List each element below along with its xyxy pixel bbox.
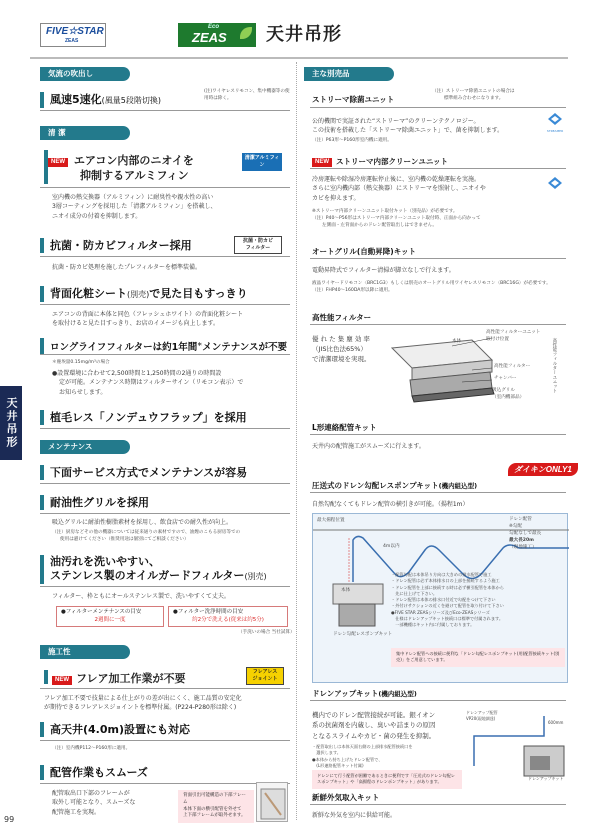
hp-filter-title: 高性能フィルター [312, 313, 372, 322]
header-divider [30, 57, 568, 59]
antibac-title: 抗菌・防カビフィルター採用 [40, 238, 192, 253]
hp-unit-label: 高性能フィルターユニット 取付け位置 [486, 330, 541, 342]
drainup-body: 機内でのドレン配管接続が可能。銀イオン 系の抗菌剤を内蔵し、臭いや詰まりの原因 となるスライムやカビ・菌の発生を抑制。 [312, 711, 436, 740]
antibac-badge: 抗菌・防カビ フィルター [234, 236, 282, 254]
section-options: 主な別売品 [304, 67, 394, 81]
internal-notes: ※ストリーマ内部クリーンユニット取付キット（別売品）が必要です。 （注）P40〜P56形はストリーマ内部クリーンユニット取付時、正面から向かって 左側面・左背面からのドレン配管取出しはできません。 [312, 209, 481, 228]
daikin-only1-badge: ダイキンONLY1 [508, 463, 578, 476]
pipe-frame-box: 背面引出可能構造の下部フレーム 本体下面の横引配管を外せて 上下部フレームが取外せます。 [178, 790, 254, 823]
oil-wash-box: ●フィルター洗浄時間の目安 約2分で洗える(従来は約5分) [168, 606, 288, 627]
page-number: 99 [4, 815, 15, 824]
antibac-body: 抗菌・防カビ処理を施したプレフィルターを標準装備。 [52, 264, 202, 271]
l-kit-title: L形連絡配管キット [312, 423, 377, 432]
clean-heading [48, 152, 194, 184]
pipe-frame-image [256, 782, 288, 822]
logo1-sub: ZEAS [65, 38, 79, 44]
logo2-text: ZEAS [192, 30, 227, 45]
longlife-body: ●設置環境に合わせて2,500時間と1,250時間の2通りの時間設 定が可能。メンテナンス時期はフィルターサイン（リモコン表示）で お知らせします。 [52, 370, 244, 396]
logo1-text: FIVE☆STAR [46, 26, 104, 37]
clean-title-1: エアコン内部のニオイを [73, 154, 194, 167]
page-title: 天井吊形 [266, 24, 342, 45]
drain-pipe-label: ドレン配管 ※勾配 勾配なしで最長 最大長20m （現地施工） [509, 517, 542, 550]
drainup-pink-note: ドレンにて行う配管が困難であるときに便利です「圧送式のドレン勾配レスポンプキット」や「高揚程のドレンポンプキット」があります。 [312, 770, 462, 789]
streamer-body: 公的機関で実証された“ストリーマ”のクリーンテクノロジー。 この技術を搭載した「ストリーマ除菌ユニット」で、菌を抑制します。 [312, 118, 504, 135]
clean-fin-badge: 清潔アルミフィン [242, 153, 282, 171]
airflow-note: (注)ワイヤレスリモコン、集中機器等の使用時は除く。 [204, 89, 290, 101]
logo2-eco: Eco [208, 24, 220, 30]
grill-title: 耐油性グリルを採用 [40, 495, 149, 510]
autogrill-title: オートグリル(自動昇降)キット [312, 247, 417, 256]
hp-filter-body: 優 れ た 集 塵 効 率 （JIS比色法65%） で清潔環境を実現。 [312, 335, 371, 364]
drain-title: 圧送式のドレン勾配レスポンプキット(機内組込型) [312, 481, 478, 490]
five-star-zeas-logo [40, 23, 106, 47]
longlife-note: ＊塵埃量0.15mg/m³の場合 [52, 360, 110, 365]
drainup-title: ドレンアップキット(機内組込型) [312, 689, 417, 698]
drainup-notes: ・配管取出しは本体天面右側の上部排水配管接続口を 選択します。 ●本体から持ち上げたドレン配管で、 (L形連絡配管キット付属) [312, 744, 413, 768]
drain-body: 自然勾配なくてもドレン配管の横引きが可能。（揚程1m） [312, 501, 469, 508]
new-badge: NEW [48, 158, 68, 167]
fresh-air-body: 新鮮な外気を室内に供給可能。 [312, 812, 397, 819]
section-airflow: 気流の吹出し [40, 67, 130, 81]
oil-maint-box: ●フィルターメンテナンスの目安 2週間に一度 [56, 606, 164, 627]
drain-notes-list: ・配管勾配は本体吊り方向は大きめの排水配管で施工 ・ドレン配管は必ず本体排水口の上部を接続するよう施工 ・ドレン配管を上部に接続する時は必ず横引配管を本体から 先に仕上げて下さい。 ・ドレン配管は本体の排水口付近で勾配をつけて下さい ・外付けサクションの近くを避けて配管を取り付けて下さい ●FIVE STAR ZEASシリーズ及びEco-ZEASシリーズ 仕様はドレンアップキット接続口は標準で付属されます。 一部機種はキット内に付属しております。 [391, 572, 504, 628]
height-note: （注）室内機P112〜P160形に適用。 [52, 746, 131, 751]
l-kit-body: 天井内の配管施工がスムーズに行えます。 [312, 443, 425, 450]
streamer-note: （注）ストリーマ除菌ユニットの場合は 標準組み合わせになります。 [432, 89, 515, 101]
drain-pink-note: 集中ドレン配管への接続に便利な「ドレン勾配レスポンプキット(用)配管接続キット(別売)」をご用意しています。 [391, 648, 565, 667]
grill-body: 吸込グリルに耐油性樹脂素材を採用し、飲食店での耐久性が向上。 [52, 519, 233, 526]
sheet-title: 背面化粧シート(別売)で見た目もすっきり [40, 286, 248, 302]
flare-body: フレア加工不要で技量による仕上がりの差が出にくく、施工品質の安定化 が期待できるフレアレスジョイントを標準付属。(P224-P280形は除く) [44, 695, 242, 712]
service-title: 下面サービス方式でメンテナンスが容易 [40, 465, 247, 480]
section-work: 施工性 [40, 645, 130, 659]
autogrill-body: 電動昇降式でフィルター清掃が脚立なしで行えます。 [312, 267, 455, 274]
drain-diagram: 最大揚程位置 ドレン配管 ※勾配 勾配なしで最長 最大長20m （現地施工） 4m以内 本体 ドレン勾配レスポンプキット ・配管勾配は本体吊り方向は大きめの排水配管で施工 ・ドレン配管は必ず本体排水口の上部を接続するよう施工 ・ドレン配管を上部に接続する時は必ず横引配管を本体から 先に仕上げて下さい。 ・ドレン配管は本体の排水口付近で勾配をつけて下さい ・外付けサクションの近くを避けて配管を取り付けて下さい ●FIVE STAR ZEASシリーズ及びEco-ZEASシリーズ 仕様はドレンアップキット接続口は標準で付属されます。 一部機種はキット内に付属しております。 集中ドレン配管への接続に便利な「ドレン勾配レスポンプキット(用)配管接続キット(別売)」をご用意しています。 [312, 513, 568, 683]
section-maintenance: メンテナンス [40, 440, 130, 454]
streamer-logo-2 [546, 176, 564, 196]
plant-title: 植毛レス「ノンデュウフラップ」を採用 [40, 410, 247, 425]
column-divider [296, 62, 297, 820]
grill-note: （注）厨房などその他の機器については従来通りの素材ですので、油煙のこもる厨房等での 使用は避けてください（推奨用途は個別にてご相談ください） [52, 530, 241, 542]
streamer-logo: STREAMER [546, 112, 564, 134]
airflow-title: 風速5速化(風量5段階切換) [40, 92, 161, 108]
section-clean: 清 潔 [40, 126, 130, 140]
oil-note: （手洗いの場合 当社試算） [238, 630, 295, 635]
fresh-air-title: 新鮮外気取入キット [312, 793, 380, 802]
pipe-body: 配管取出口下部のフレームが 取外し可能となり、スムーズな 配管施工を実現。 [52, 790, 136, 816]
flare-heading: NEW フレア加工作業が不要 [52, 670, 186, 686]
internal-body: 冷房運転や除湿冷房運転停止後に、室内機の乾燥運転を実施。 さらに室内機内部（熱交換器）にストリーマを照射し、ニオイや カビを抑えます。 [312, 176, 486, 202]
flareless-badge: フレアレス ジョイント [246, 667, 284, 685]
sheet-body: エアコンの背面に本体と同色（フレッシュホワイト）の背面化粧シート を取付けると見た目すっきり、お店のイメージも向上します。 [52, 311, 244, 328]
height-title: 高天井(4.0m)設置にも対応 [40, 722, 190, 737]
clean-body: 室内機の熱交換器（アルミフィン）に耐臭性や親水性の高い 3層コーティングを採用した「清潔アルミフィン」を搭載し、 ニオイ成分の付着を抑制します。 [52, 194, 217, 220]
streamer-title: ストリーマ除菌ユニット [312, 95, 395, 104]
hp-filter-diagram: 本体 高性能フィルターユニット 取付け位置 高性能フィルター チャンバー 吸込グリル （室内機部品） 高性能フィルターユニット [382, 330, 567, 410]
streamer-note-2: （注）P63形〜P160形室内機に適用。 [312, 138, 392, 143]
drainup-diagram: ドレンアップ配管 VP20(現地調達) 600mm ドレンアップキット [466, 710, 564, 781]
clean-title-2: 抑制するアルミフィン [80, 169, 189, 182]
internal-heading: NEW ストリーマ内部クリーンユニット [312, 156, 448, 167]
pipe-title: 配管作業もスムーズ [40, 765, 148, 780]
autogrill-note: 液晶ワイヤードリモコン〈BRC1G3〉もしくは別売のオートグリル用ワイヤレスリモコン〈BRC16G〉が必要です。 （注）FHP40〜160DA形以降に適用。 [312, 281, 551, 293]
longlife-title: ロングライフフィルターは約1年間＊メンテナンスが不要 [40, 338, 287, 355]
eco-zeas-logo [178, 23, 256, 47]
oil-title: 油汚れを洗いやすい、 ステンレス製のオイルガードフィルター(別売) [40, 555, 267, 584]
leaf-icon [240, 27, 252, 39]
side-tab[interactable]: 天井吊形 [0, 386, 22, 460]
oil-body: フィルター、枠ともにオールステンレス製で、洗いやすくて丈夫。 [52, 593, 230, 600]
streamer-icon [546, 112, 564, 126]
